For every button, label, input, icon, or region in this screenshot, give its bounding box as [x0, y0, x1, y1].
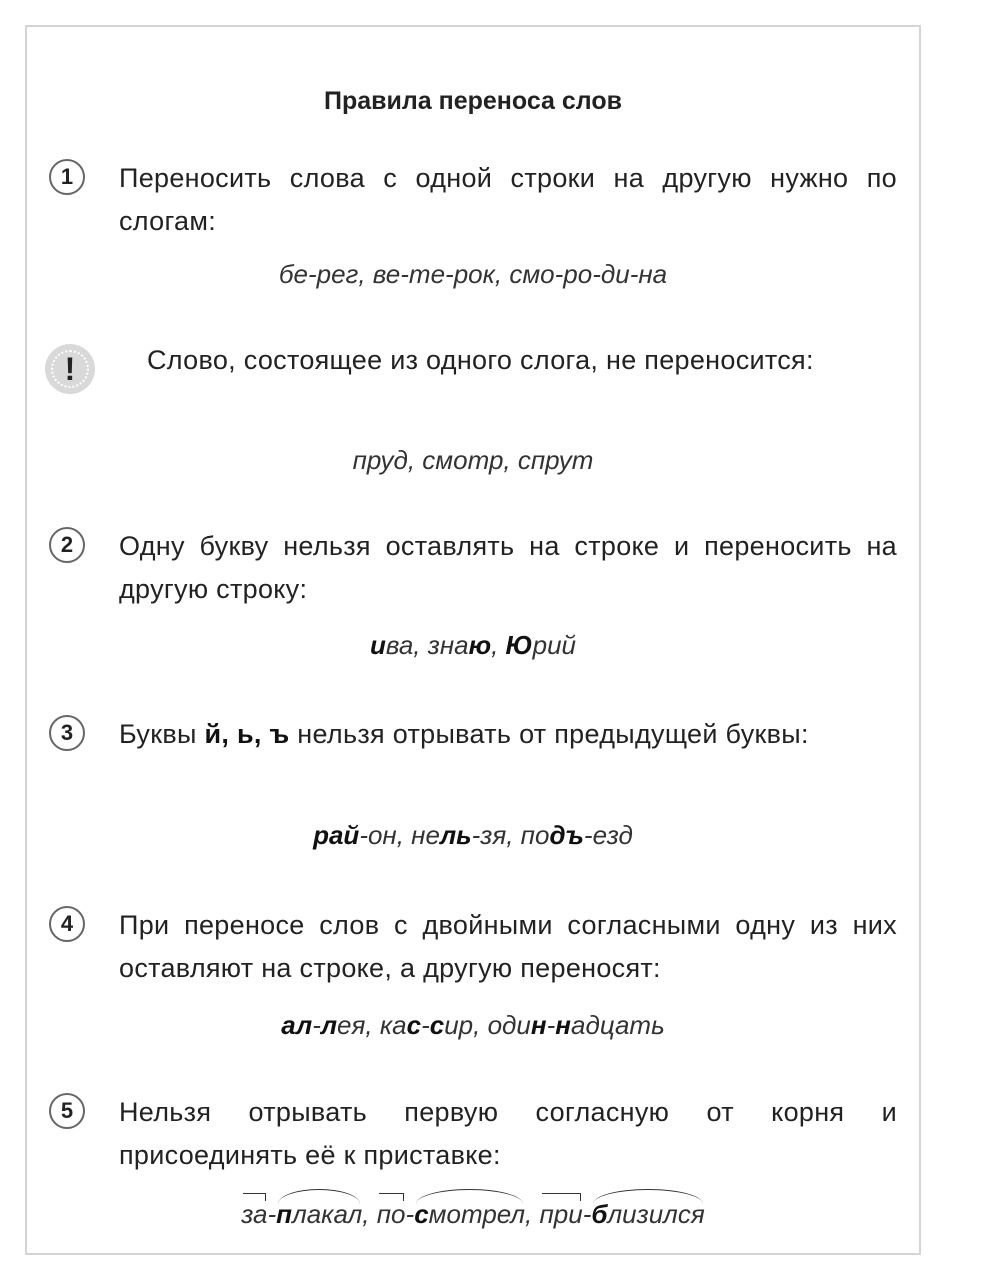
text-segment: Буквы — [119, 719, 205, 749]
rule-text — [119, 525, 897, 611]
root-first-letter: с — [414, 1199, 429, 1229]
example-segment: адцать — [570, 1010, 665, 1040]
example-segment: ва, зна — [385, 630, 469, 660]
bold-letters: й, ь, ъ — [204, 719, 290, 749]
rule-text — [119, 904, 897, 990]
text-segment: нельзя отрывать от предыдущей буквы: — [289, 719, 809, 749]
example-segment: -зя, по — [471, 820, 550, 850]
page-title: Правила переноса слов — [324, 87, 622, 115]
highlighted-letters: с — [429, 1010, 445, 1040]
rule-text — [119, 1091, 897, 1177]
root-rest: лакал — [292, 1199, 363, 1229]
text-segment: Одну букву нельзя оставлять на строке и переносить на другую строку: — [119, 531, 897, 604]
rule-example — [27, 1199, 919, 1230]
root-rest: лизился — [607, 1199, 705, 1229]
rules-card — [25, 25, 921, 1255]
exclamation-icon — [45, 344, 95, 394]
text-segment: При переносе слов с двойными согласными одну из них оставляют на строке, а другую переносят: — [119, 910, 897, 983]
highlighted-letters: и — [369, 630, 386, 660]
highlighted-letters: ль — [439, 820, 472, 850]
warning-mark: ! — [64, 351, 76, 387]
highlighted-letters: н — [555, 1010, 571, 1040]
text-segment: Слово, состоящее из одного слога, не переносится: — [147, 345, 814, 375]
prefix-mark: за — [241, 1199, 268, 1229]
example-segment: пруд, смотр, спрут — [352, 445, 594, 475]
highlighted-letters: рай — [313, 820, 360, 850]
highlighted-letters: н — [530, 1010, 547, 1040]
rule-text — [119, 157, 897, 243]
example-segment: - — [421, 1010, 430, 1040]
rule-example — [27, 1010, 919, 1041]
separator: , — [362, 1199, 377, 1229]
example-segment: ир, оди — [444, 1010, 531, 1040]
root-first-letter: п — [276, 1199, 293, 1229]
example-segment: рий — [532, 630, 577, 660]
example-segment: -он, не — [359, 820, 440, 850]
rule-text — [119, 713, 897, 756]
highlighted-letters: дъ — [549, 820, 584, 850]
hyphen: - — [582, 1199, 592, 1229]
root-mark — [276, 1199, 362, 1230]
hyphen: - — [405, 1199, 415, 1229]
example-segment: - — [312, 1010, 321, 1040]
rule-example — [27, 445, 919, 476]
rule-example — [27, 820, 919, 851]
root-rest: мотрел — [428, 1199, 526, 1229]
highlighted-letters: ал — [281, 1010, 313, 1040]
prefix-mark: при — [539, 1199, 583, 1229]
root-first-letter: б — [591, 1199, 608, 1229]
highlighted-letters: Ю — [505, 630, 533, 660]
rule-number: 3 — [49, 715, 85, 751]
root-mark — [414, 1199, 525, 1230]
highlighted-letters: л — [320, 1010, 338, 1040]
rule-example — [27, 259, 919, 290]
rule-number: 4 — [49, 906, 85, 942]
rule-number: 5 — [49, 1093, 85, 1129]
highlighted-letters: с — [406, 1010, 422, 1040]
example-segment: -езд — [583, 820, 633, 850]
rule-number: 1 — [49, 159, 85, 195]
example-segment: бе-рег, ве-те-рок, смо-ро-ди-на — [278, 259, 668, 289]
rule-text — [147, 339, 897, 382]
example-segment: ея, ка — [337, 1010, 407, 1040]
separator: , — [525, 1199, 540, 1229]
root-mark — [591, 1199, 704, 1230]
rule-number: 2 — [49, 527, 85, 563]
highlighted-letters: ю — [468, 630, 492, 660]
hyphen: - — [267, 1199, 277, 1229]
text-segment: Переносить слова с одной строки на другую нужно по слогам: — [119, 163, 897, 236]
example-segment: - — [546, 1010, 556, 1040]
example-segment: , — [491, 630, 506, 660]
prefix-mark: по — [376, 1199, 406, 1229]
text-segment: Нельзя отрывать первую согласную от корня и присоединять её к приставке: — [119, 1097, 897, 1170]
rule-example — [27, 630, 919, 661]
